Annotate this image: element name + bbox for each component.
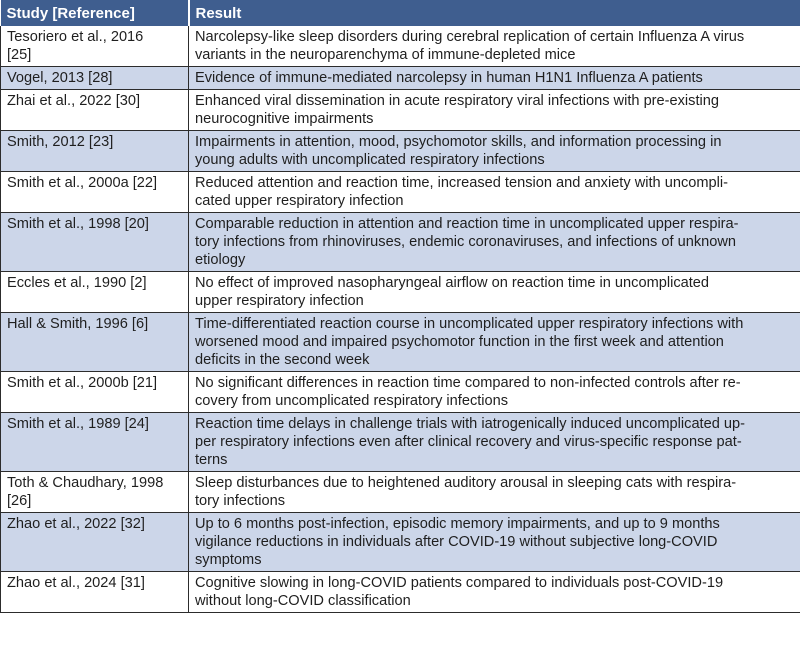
table-row xyxy=(1,213,800,272)
result-text: deficits in the second week xyxy=(195,352,370,368)
study-cell xyxy=(1,513,189,572)
result-cell xyxy=(189,372,800,413)
study-cell xyxy=(1,131,189,172)
study-text: Smith et al., 1989 [24] xyxy=(7,416,149,432)
result-text: Narcolepsy-like sleep disorders during cerebral replication of certain Influenza A virus xyxy=(195,29,745,45)
study-text: Smith et al., 1998 [20] xyxy=(7,216,149,232)
result-text: No effect of improved nasopharyngeal airflow on reaction time in uncomplicated xyxy=(195,275,710,291)
result-cell xyxy=(189,131,800,172)
table-row xyxy=(1,131,800,172)
result-cell xyxy=(189,272,800,313)
study-cell xyxy=(1,413,189,472)
study-cell xyxy=(1,213,189,272)
table-body xyxy=(1,26,800,613)
study-text: [26] xyxy=(7,493,32,509)
study-cell xyxy=(1,572,189,613)
result-text: vigilance reductions in individuals after COVID-19 without subjective long-COVID xyxy=(195,534,718,550)
result-text: Evidence of immune-mediated narcolepsy in human H1N1 Influenza A patients xyxy=(195,70,703,86)
study-text: Smith, 2012 [23] xyxy=(7,134,114,150)
result-text: covery from uncomplicated respiratory infections xyxy=(195,393,509,409)
study-cell xyxy=(1,313,189,372)
table-row xyxy=(1,272,800,313)
study-text: Toth & Chaudhary, 1998 xyxy=(7,475,164,491)
study-cell xyxy=(1,26,189,67)
table-row xyxy=(1,372,800,413)
header-result: Result xyxy=(189,0,800,26)
result-text: neurocognitive impairments xyxy=(195,111,374,127)
header-row xyxy=(1,0,800,26)
result-cell xyxy=(189,313,800,372)
result-cell xyxy=(189,572,800,613)
result-cell xyxy=(189,472,800,513)
result-text: cated upper respiratory infection xyxy=(195,193,404,209)
table-row xyxy=(1,513,800,572)
study-cell xyxy=(1,272,189,313)
result-text: young adults with uncomplicated respiratory infections xyxy=(195,152,545,168)
result-cell xyxy=(189,90,800,131)
study-text: Zhao et al., 2024 [31] xyxy=(7,575,145,591)
result-text: No significant differences in reaction time compared to non-infected controls after re- xyxy=(195,375,741,391)
result-text: Impairments in attention, mood, psychomotor skills, and information processing in xyxy=(195,134,722,150)
result-text: Reduced attention and reaction time, increased tension and anxiety with uncompli- xyxy=(195,175,728,191)
result-text: tory infections xyxy=(195,493,286,509)
result-text: etiology xyxy=(195,252,246,268)
table-header xyxy=(1,0,800,26)
result-text: Reaction time delays in challenge trials with iatrogenically induced uncomplicated up- xyxy=(195,416,745,432)
result-text: without long-COVID classification xyxy=(195,593,411,609)
table-row xyxy=(1,90,800,131)
result-text: Cognitive slowing in long-COVID patients compared to individuals post-COVID-19 xyxy=(195,575,724,591)
result-text: Comparable reduction in attention and reaction time in uncomplicated upper respira- xyxy=(195,216,739,232)
table-row xyxy=(1,572,800,613)
study-text: [25] xyxy=(7,47,32,63)
study-cell xyxy=(1,67,189,90)
result-cell xyxy=(189,172,800,213)
study-text: Hall & Smith, 1996 [6] xyxy=(7,316,149,332)
study-cell xyxy=(1,172,189,213)
table-row xyxy=(1,67,800,90)
result-cell xyxy=(189,26,800,67)
study-text: Zhai et al., 2022 [30] xyxy=(7,93,141,109)
study-text: Eccles et al., 1990 [2] xyxy=(7,275,147,291)
header-study: Study [Reference] xyxy=(1,0,189,26)
table-row xyxy=(1,413,800,472)
result-text: variants in the neuroparenchyma of immune-depleted mice xyxy=(195,47,576,63)
study-text: Smith et al., 2000a [22] xyxy=(7,175,158,191)
result-text: upper respiratory infection xyxy=(195,293,364,309)
result-text: terns xyxy=(195,452,228,468)
study-text: Zhao et al., 2022 [32] xyxy=(7,516,145,532)
result-text: Enhanced viral dissemination in acute respiratory viral infections with pre-existing xyxy=(195,93,719,109)
result-cell xyxy=(189,413,800,472)
study-text: Tesoriero et al., 2016 xyxy=(7,29,144,45)
study-text: Smith et al., 2000b [21] xyxy=(7,375,158,391)
result-text: symptoms xyxy=(195,552,262,568)
result-cell xyxy=(189,67,800,90)
study-cell xyxy=(1,472,189,513)
study-cell xyxy=(1,90,189,131)
result-text: worsened mood and impaired psychomotor function in the first week and attention xyxy=(195,334,724,350)
result-cell xyxy=(189,513,800,572)
study-text: Vogel, 2013 [28] xyxy=(7,70,113,86)
result-text: Time-differentiated reaction course in uncomplicated upper respiratory infections with xyxy=(195,316,744,332)
result-text: per respiratory infections even after clinical recovery and virus-specific response pat- xyxy=(195,434,742,450)
table-row xyxy=(1,26,800,67)
study-cell xyxy=(1,372,189,413)
table-row xyxy=(1,313,800,372)
table-row xyxy=(1,472,800,513)
result-cell xyxy=(189,213,800,272)
result-text: tory infections from rhinoviruses, endemic coronaviruses, and infections of unknown xyxy=(195,234,737,250)
table-row xyxy=(1,172,800,213)
result-text: Up to 6 months post-infection, episodic memory impairments, and up to 9 months xyxy=(195,516,720,532)
result-text: Sleep disturbances due to heightened auditory arousal in sleeping cats with respira- xyxy=(195,475,737,491)
